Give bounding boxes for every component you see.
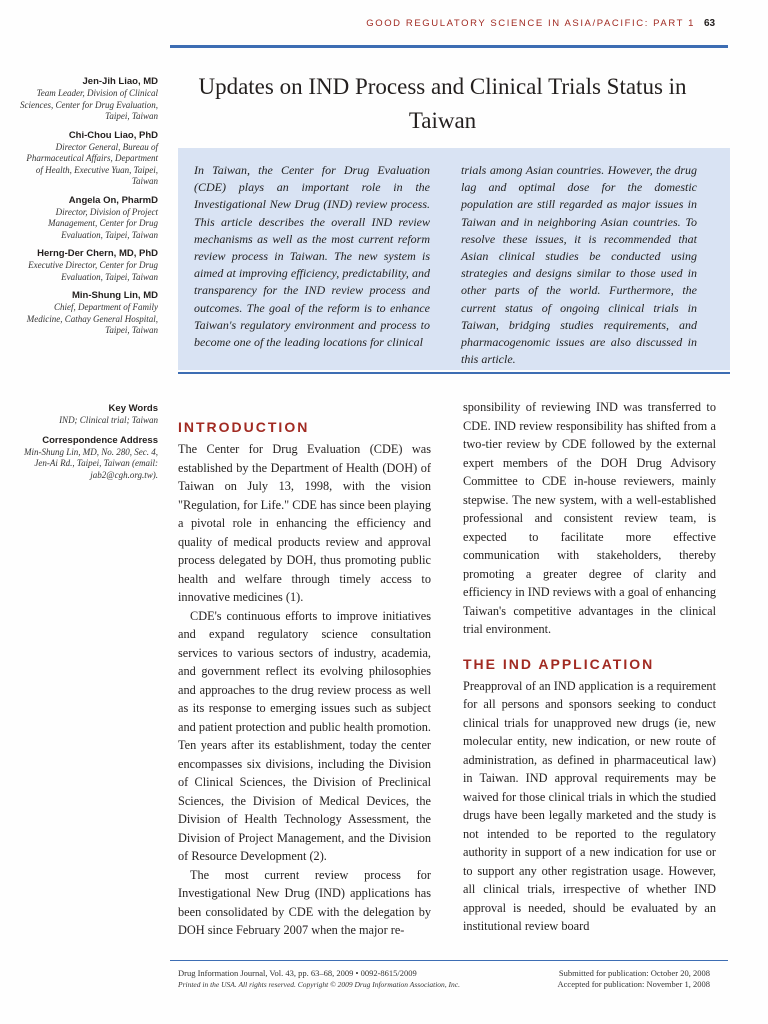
- body-paragraph: sponsibility of reviewing IND was transferred to CDE. IND review responsibility has shifted from a two-tier review by CDE followed by the external expert members of the DOH Drug Advisory Committee to CDE in-house reviewers, mainly stepwise. The new system, with a well-established professional and consistent review team, is expected to facilitate more effective communication with stakeholders, thereby promoting a greater degree of clarity and efficiency in IND reviews with a goal of enhancing Taiwan's competitive advantages in the clinical trial environment.: [463, 400, 716, 636]
- author-name: Min-Shung Lin, MD: [71, 290, 158, 301]
- abstract-rule: [178, 372, 730, 374]
- abstract-column-2: trials among Asian countries. However, the drug lag and optimal dose for the domestic population are still regarded as major issues in Taiwan and in neighboring Asian countries. To resolve these issues, it is recommended that Asian clinical studies be conducted using strategies and designs similar to those used in other parts of the world. Furthermore, the current status of ongoing clinical trials in Taiwan, bridging studies requirements, and pharmacogenomic issues are also discussed in this article.: [461, 163, 697, 367]
- journal-citation: Drug Information Journal, Vol. 43, pp. 63–68, 2009 • 0092-8615/2009: [178, 968, 417, 978]
- correspondence-text: Min-Shung Lin, MD, No. 280, Sec. 4, Jen-Ai Rd., Taipei, Taiwan (email: jab2@cgh.org.tw).: [24, 446, 158, 480]
- author-name: Chi-Chou Liao, PhD: [68, 129, 158, 141]
- correspondence-heading: Correspondence Address: [42, 434, 158, 446]
- keywords-text: IND; Clinical trial; Taiwan: [59, 415, 158, 425]
- author-affiliation: Executive Director, Center for Drug Evaluation, Taipei, Taiwan: [28, 260, 158, 282]
- author-entry: [20, 289, 158, 337]
- author-entry: [20, 247, 158, 283]
- footer-citation: [178, 968, 508, 990]
- header-rule: [170, 45, 728, 48]
- keywords-heading: Key Words: [108, 403, 158, 414]
- author-name: Herng-Der Chern, MD, PhD: [37, 248, 158, 259]
- body-paragraph: The Center for Drug Evaluation (CDE) was established by the Department of Health (DOH) of Taiwan on July 13, 1998, with the vision "Regulation, for Life." CDE has since been playing a pivotal role in enhancing the efficiency and quality of medical products review and approval process delegated by DOH, thus promoting public health and welfare through timely access to innovative medicines (1).: [178, 442, 431, 604]
- copyright-notice: Printed in the USA. All rights reserved. Copyright © 2009 Drug Information Association, Inc.: [178, 980, 461, 989]
- author-name: Jen-Jih Liao, MD: [82, 76, 158, 87]
- author-affiliation: Director General, Bureau of Pharmaceutical Affairs, Department of Health, Executive Yuan, Taipei, Taiwan: [26, 141, 158, 186]
- footer-dates: [500, 968, 710, 990]
- introduction-heading: INTRODUCTION: [178, 419, 310, 435]
- author-list: [20, 75, 158, 343]
- page-number: 63: [704, 18, 716, 29]
- author-entry: [20, 129, 158, 188]
- footer-rule: [170, 960, 728, 961]
- author-entry: [20, 75, 158, 123]
- author-entry: [20, 194, 158, 242]
- page-header: [0, 0, 768, 52]
- submitted-date: Submitted for publication: October 20, 2008: [558, 968, 710, 978]
- ind-application-heading: THE IND APPLICATION: [463, 655, 655, 672]
- body-paragraph: The most current review process for Investigational New Drug (IND) applications has been consolidated by CDE with the delegation by DOH since February 2007 when the major re-: [178, 867, 431, 937]
- abstract-box: [178, 148, 730, 370]
- body-column-left: [178, 414, 431, 940]
- author-affiliation: Chief, Department of Family Medicine, Cathay General Hospital, Taipei, Taiwan: [26, 302, 158, 335]
- author-affiliation: Director, Division of Project Management, Center for Drug Evaluation, Taipei, Taiwan: [48, 206, 158, 240]
- author-affiliation: Team Leader, Division of Clinical Sciences, Center for Drug Evaluation, Taipei, Taiwan: [20, 88, 158, 121]
- author-name: Angela On, PharmD: [68, 194, 158, 206]
- article-title: Updates on IND Process and Clinical Trials Status in Taiwan: [198, 74, 687, 133]
- body-column-right: [463, 398, 716, 936]
- accepted-date: Accepted for publication: November 1, 2008: [557, 979, 710, 989]
- running-title: GOOD REGULATORY SCIENCE IN ASIA/PACIFIC: PART 1: [366, 18, 695, 29]
- side-metadata: [20, 402, 158, 488]
- body-paragraph: Preapproval of an IND application is a requirement for all persons and sponsors seeking to conduct clinical trials for unapproved new drugs (ie, new molecular entity, new indication, or new route of administration, as defined in pharmaceutical law) in Taiwan. IND approval requirements may be waived for those clinical trials in which the studied drugs have been legally marketed and the study is not intended to be reported to the regulatory authority in support of a new indication for use or to support any other registration usage. However, all clinical trials, irrespective of whether IND approval is needed, should be evaluated by an institutional review board: [463, 678, 716, 933]
- abstract-column-1: In Taiwan, the Center for Drug Evaluation (CDE) plays an important role in the Investigational New Drug (IND) review process. This article describes the overall IND review mechanisms as well as the most current reform review process in Taiwan. The new system is aimed at improving efficiency, predictability, and transparency for the IND review process and outcomes. The goal of the reform is to enhance Taiwan's regulatory environment and process to become one of the leading locations for clinical: [194, 163, 430, 350]
- body-paragraph: CDE's continuous efforts to improve initiatives and expand regulatory science consultation services to various sectors of industry, academia, and government reflect its evolving philosophies and approaches to the drug review process as well as its response to emerging issues such as subject and patient protection and public health promotion. Ten years after its establishment, today the center encompasses six divisions, including the Division of Clinical Sciences, the Division of Preclinical Sciences, the Division of Medical Devices, the Division of Health Technology Assessment, the Division of Project Management, and the Division of Resource Development (2).: [178, 608, 431, 863]
